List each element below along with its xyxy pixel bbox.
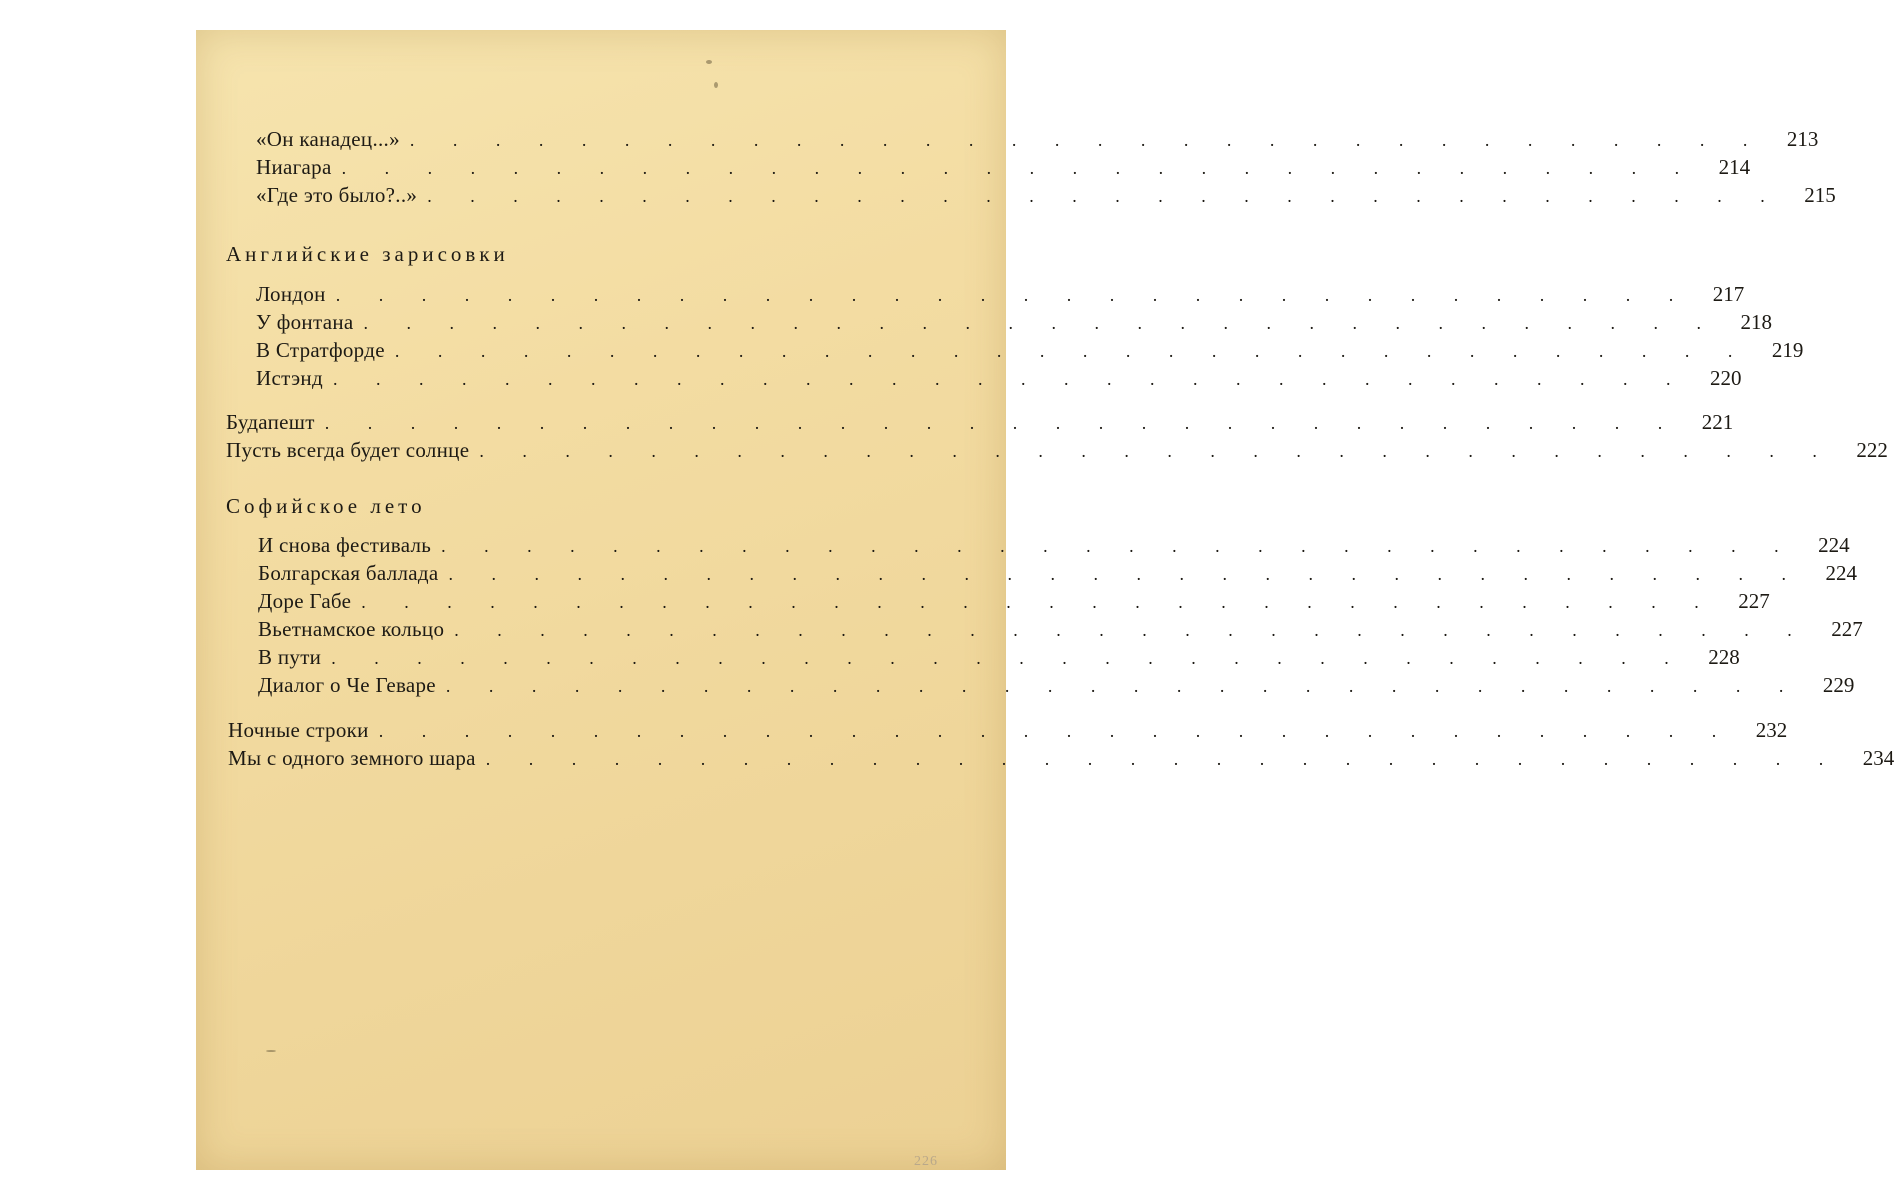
toc-entry	[256, 282, 1745, 310]
leader-dots: . . . . . . . . . . . . . . . . . . . . . . . . . . . . . . . .	[361, 592, 1716, 612]
leader-dots: . . . . . . . . . . . . . . . . . . . . . . . . . . . . . . . .	[324, 413, 1680, 433]
toc-entry	[228, 746, 1894, 774]
entry-page: 222	[1856, 438, 1888, 462]
toc-entry	[226, 410, 1734, 438]
entry-page: 234	[1862, 746, 1894, 770]
leader-dots: . . . . . . . . . . . . . . . . . . . . . . . . . . . . . . . .	[378, 721, 1734, 741]
entry-page: 213	[1786, 127, 1819, 151]
entry-page: 217	[1712, 282, 1745, 306]
page-folio: 226	[914, 1154, 938, 1169]
entry-title: В пути	[258, 645, 322, 669]
entry-page: 227	[1738, 589, 1770, 613]
entry-title: Ниагара	[256, 155, 332, 179]
leader-dots: . . . . . . . . . . . . . . . . . . . . . . . . . . . . . . . .	[332, 369, 1688, 389]
toc-entry	[228, 718, 1788, 746]
entry-page: 229	[1822, 673, 1855, 697]
entry-title: И снова фестиваль	[258, 533, 432, 557]
book-page	[196, 30, 1894, 1170]
entry-title: Болгарская баллада	[258, 561, 439, 585]
leader-dots: . . . . . . . . . . . . . . . . . . . . . . . . . . . . . . . .	[441, 536, 1796, 556]
leader-dots: . . . . . . . . . . . . . . . . . . . . . . . . . . . . . . . .	[445, 676, 1801, 696]
toc-entry	[256, 155, 1751, 183]
toc-entry	[258, 589, 1770, 617]
toc-entry	[258, 561, 1858, 589]
toc-entry	[256, 366, 1742, 394]
entry-page: 224	[1825, 561, 1858, 585]
toc-entry	[226, 438, 1888, 466]
entry-page: 221	[1701, 410, 1734, 434]
leader-dots: . . . . . . . . . . . . . . . . . . . . . . . . . . . . . . . .	[331, 648, 1686, 668]
toc-entry	[258, 617, 1863, 645]
entry-title: Ночные строки	[228, 718, 369, 742]
entry-title: «Он канадец...»	[256, 127, 400, 151]
entry-title: Пусть всегда будет солнце	[226, 438, 470, 462]
leader-dots: . . . . . . . . . . . . . . . . . . . . . . . . . . . . . . . .	[341, 158, 1697, 178]
entry-page: 220	[1709, 366, 1742, 390]
entry-title: Лондон	[256, 282, 326, 306]
entry-title: Мы с одного земного шара	[228, 746, 476, 770]
leader-dots: . . . . . . . . . . . . . . . . . . . . . . . . . . . . . . . .	[479, 441, 1834, 461]
leader-dots: . . . . . . . . . . . . . . . . . . . . . . . . . . . . . . . .	[454, 620, 1809, 640]
entry-page: 224	[1818, 533, 1850, 557]
toc-entry	[258, 673, 1855, 701]
leader-dots: . . . . . . . . . . . . . . . . . . . . . . . . . . . . . . . .	[394, 341, 1750, 361]
section-heading: Софийское лето	[226, 494, 426, 518]
leader-dots: . . . . . . . . . . . . . . . . . . . . . . . . . . . . . . . .	[485, 749, 1841, 769]
entry-title: «Где это было?..»	[256, 183, 418, 207]
paper-speck	[266, 1050, 276, 1052]
leader-dots: . . . . . . . . . . . . . . . . . . . . . . . . . . . . . . . .	[335, 285, 1691, 305]
entry-title: Доре Габе	[258, 589, 352, 613]
entry-title: Будапешт	[226, 410, 315, 434]
toc-entry	[258, 533, 1850, 561]
leader-dots: . . . . . . . . . . . . . . . . . . . . . . . . . . . . . . . .	[363, 313, 1718, 333]
leader-dots: . . . . . . . . . . . . . . . . . . . . . . . . . . . . . . . .	[427, 186, 1782, 206]
toc-entry	[256, 127, 1819, 155]
entry-title: В Стратфорде	[256, 338, 385, 362]
entry-page: 228	[1708, 645, 1740, 669]
entry-title: Диалог о Че Геваре	[258, 673, 436, 697]
toc-entry	[256, 310, 1772, 338]
entry-page: 219	[1771, 338, 1804, 362]
entry-page: 232	[1755, 718, 1788, 742]
paper-speck	[714, 82, 718, 88]
entry-page: 214	[1718, 155, 1751, 179]
paper-speck	[706, 60, 712, 64]
entry-page: 215	[1804, 183, 1836, 207]
entry-page: 218	[1740, 310, 1772, 334]
entry-title: У фонтана	[256, 310, 354, 334]
entry-title: Вьетнамское кольцо	[258, 617, 445, 641]
leader-dots: . . . . . . . . . . . . . . . . . . . . . . . . . . . . . . . .	[448, 564, 1804, 584]
toc-entry	[256, 338, 1804, 366]
toc-entry	[256, 183, 1836, 211]
leader-dots: . . . . . . . . . . . . . . . . . . . . . . . . . . . . . . . .	[409, 130, 1765, 150]
entry-page: 227	[1831, 617, 1863, 641]
toc-entry	[258, 645, 1740, 673]
entry-title: Истэнд	[256, 366, 323, 390]
section-heading: Английские зарисовки	[226, 242, 509, 266]
